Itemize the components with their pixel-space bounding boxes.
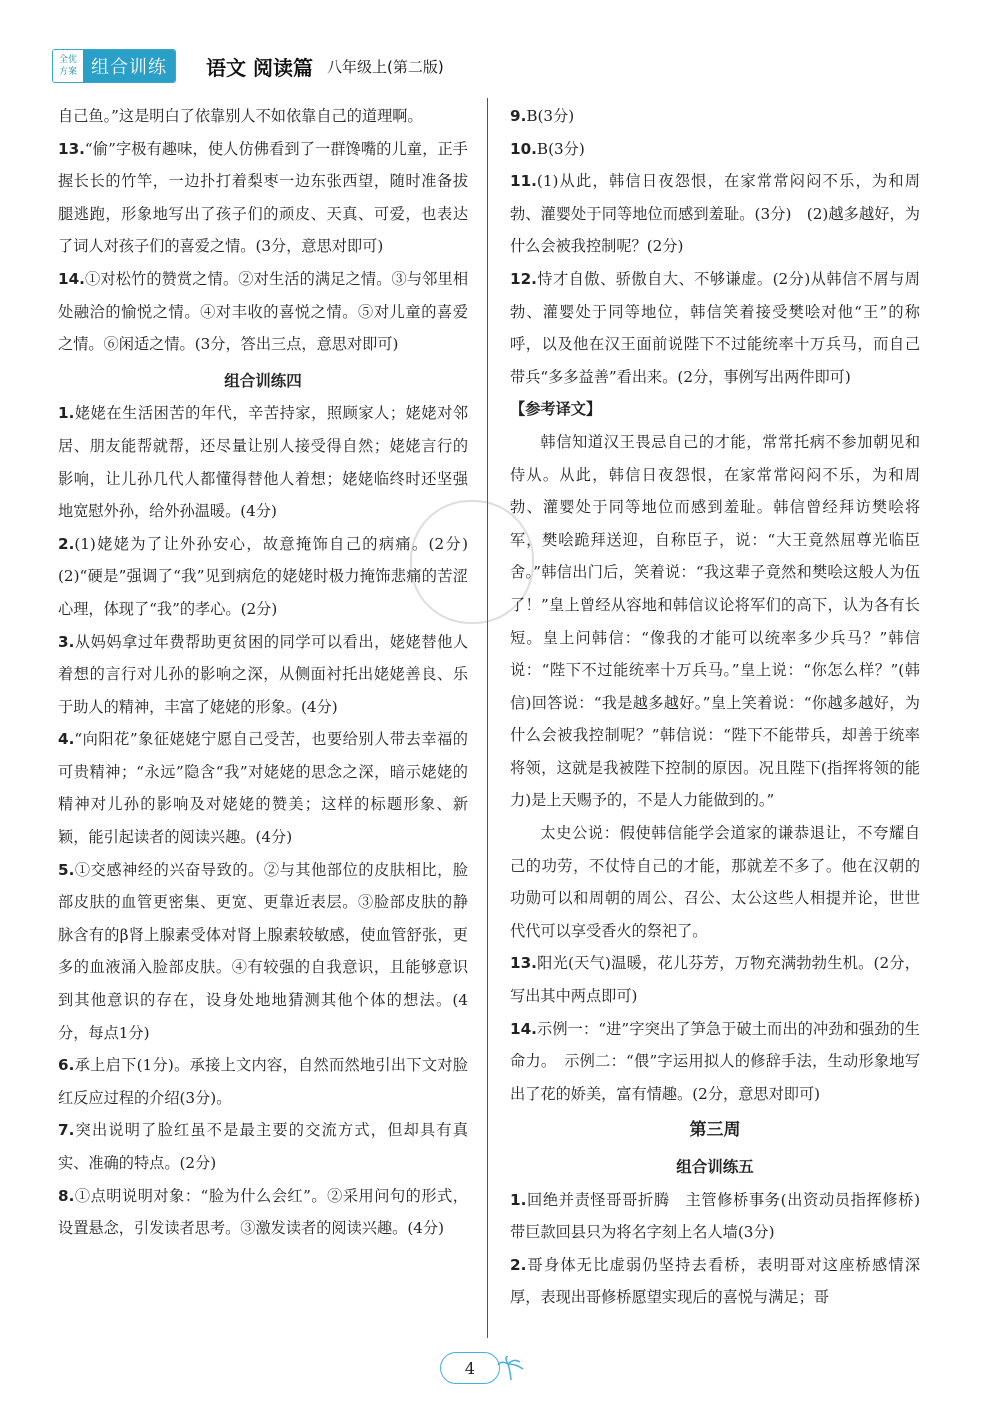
answer-text: 回绝并责怪哥哥折腾 主管修桥事务(出资动员指挥修桥) 带巨款回县只为将名字刻上名人墙(3分) bbox=[510, 1190, 936, 1242]
logo-title: 组合训练 bbox=[83, 50, 175, 82]
answer-text: 恃才自傲、骄傲自大、不够谦虚。(2分)从韩信不屑与周勃、灌婴处于同等地位，韩信笑着接受樊哙对他“王”的称呼，以及他在汉王面前说陛下不过能统率十万兵马，而自己带兵“多多益善”看出来。(2分，事例写出两件即可) bbox=[510, 269, 920, 386]
right-answer-item bbox=[510, 165, 920, 263]
question-number: 3. bbox=[58, 632, 75, 651]
right-answer-item bbox=[510, 1184, 936, 1249]
answer-text: 从妈妈拿过年费帮助更贫困的同学可以看出，姥姥替他人着想的言行对儿孙的影响之深，从侧面衬托出姥姥善良、乐于助人的精神，丰富了姥姥的形象。(4分) bbox=[58, 632, 468, 716]
answer-text: 姥姥在生活困苦的年代，辛苦持家，照顾家人；姥姥对邻居、朋友能帮就帮，还尽量让别人接受得自然；姥姥言行的影响，让儿孙几代人都懂得替他人着想；姥姥临终时还坚强地宽慰外孙，给外孙温暖。(4分) bbox=[58, 404, 468, 521]
answer-text: 阳光(天气)温暖，花儿芬芳，万物充满勃勃生机。(2分，写出其中两点即可) bbox=[510, 954, 920, 1006]
left-answer-item bbox=[58, 854, 468, 1050]
logo-tag-line-1: 全优 bbox=[58, 55, 77, 65]
question-number: 13. bbox=[58, 139, 85, 158]
answer-text: 哥身体无比虚弱仍坚持去看桥，表明哥对这座桥感情深厚，表现出哥修桥愿望实现后的喜悦与满足；哥 bbox=[510, 1255, 920, 1307]
section-heading: 组合训练五 bbox=[676, 1158, 754, 1176]
answer-text: ①对松竹的赞赏之情。②对生活的满足之情。③与邻里相处融洽的愉悦之情。④对丰收的喜悦之情。⑤对儿童的喜爱之情。⑥闲适之情。(3分，答出三点，意思对即可) bbox=[58, 269, 468, 354]
left-answer-item bbox=[58, 397, 468, 527]
question-number: 14. bbox=[510, 1019, 537, 1038]
question-number: 14. bbox=[58, 269, 85, 288]
answer-text: “偷”字极有趣味，使人仿佛看到了一群馋嘴的儿童，正手握长长的竹竿，一边扑打着梨枣一边东张西望，随时准备拔腿逃跑，形象地写出了孩子们的顽皮、天真、可爱，也表达了词人对孩子们的喜爱之情。(3分，意思对即可) bbox=[58, 139, 468, 256]
page-header bbox=[52, 46, 444, 86]
right-answer-item bbox=[510, 1249, 920, 1314]
question-number: 10. bbox=[510, 139, 537, 158]
logo-tag bbox=[53, 50, 83, 82]
reference-translation-label: 【参考译文】 bbox=[510, 400, 602, 419]
left-answer-item bbox=[58, 626, 468, 724]
book-grade: 八年级上(第二版) bbox=[326, 57, 444, 76]
answer-text: (1)姥姥为了让外孙安心，故意掩饰自己的病痛。(2分) (2)“硬是”强调了“我”见到病危的姥姥时极力掩饰悲痛的苦涩心理，体现了“我”的孝心。(2分) bbox=[58, 534, 484, 618]
page-footer bbox=[440, 1352, 530, 1392]
question-number: 7. bbox=[58, 1121, 75, 1140]
left-answer-item bbox=[58, 723, 468, 853]
question-number: 1. bbox=[510, 1190, 527, 1209]
right-column bbox=[510, 100, 936, 1314]
answer-text: “向阳花”象征姥姥宁愿自己受苦，也要给别人带去幸福的可贵精神；“永远”隐含“我”对姥姥的思念之深，暗示姥姥的精神对儿孙的影响及对姥姥的赞美；这样的标题形象、新颖，能引起读者的阅读兴趣。(4分) bbox=[58, 730, 468, 847]
question-number: 6. bbox=[58, 1056, 75, 1075]
week-heading: 第三周 bbox=[689, 1120, 741, 1141]
question-number: 13. bbox=[510, 954, 537, 973]
answer-text: B(3分) bbox=[526, 107, 575, 125]
left-answer-item bbox=[58, 263, 468, 361]
translation-paragraph: 韩信知道汉王畏忌自己的才能，常常托病不参加朝见和侍从。从此，韩信日夜怨恨，在家常常闷闷不乐，为和周勃、灌婴处于同等地位而感到羞耻。韩信曾经拜访樊哙将军，樊哙跪拜送迎，自称臣子，说：“大王竟然屈尊光临臣舍。”韩信出门后，笑着说：“我这辈子竟然和樊哙这般人为伍了！”皇上曾经从容地和韩信议论将军们的高下，认为各有长短。皇上问韩信：“像我的才能可以统率多少兵马？”韩信说：“陛下不过能统率十万兵马。”皇上说：“你怎么样？”(韩信)回答说：“我是越多越好。”皇上笑着说：“你越多越好，为什么会被我控制呢？”韩信说：“陛下不能带兵，却善于统率将领，这就是我被陛下控制的原因。况且陛下(指挥将领的能力)是上天赐予的，不是人力能做到的。” bbox=[510, 432, 920, 810]
palm-decoration-icon bbox=[496, 1356, 526, 1382]
answer-text: ①点明说明对象：“脸为什么会红”。②采用问句的形式，设置悬念，引发读者思考。③激发读者的阅读兴趣。(4分) bbox=[58, 1186, 468, 1238]
question-number: 9. bbox=[510, 107, 527, 125]
question-number: 1. bbox=[58, 404, 75, 423]
right-answer-item bbox=[510, 100, 920, 133]
series-logo bbox=[52, 49, 176, 83]
answer-text: 突出说明了脸红虽不是最主要的交流方式，但却具有真实、准确的特点。(2分) bbox=[58, 1121, 468, 1172]
right-answer-item bbox=[510, 947, 920, 1012]
translation-paragraph: 太史公说：假使韩信能学会道家的谦恭退让，不夸耀自己的功劳，不仗恃自己的才能，那就差不多了。他在汉朝的功勋可以和周朝的周公、召公、太公这些人相提并论，世世代代可以享受香火的祭祀了。 bbox=[510, 824, 920, 940]
answer-text: 示例一：“进”字突出了笋急于破土而出的冲劲和强劲的生命力。 示例二：“偎”字运用拟人的修辞手法，生动形象地写出了花的娇美，富有情趣。(2分，意思对即可) bbox=[510, 1019, 920, 1103]
left-paragraph: 自己鱼。”这是明白了依靠别人不如依靠自己的道理啊。 bbox=[58, 107, 423, 125]
page-number: 4 bbox=[440, 1352, 500, 1384]
left-answer-item bbox=[58, 1180, 468, 1245]
left-answer-item bbox=[58, 133, 468, 263]
question-number: 11. bbox=[510, 172, 537, 191]
answer-text: ①交感神经的兴奋导致的。②与其他部位的皮肤相比，脸部皮肤的血管更密集、更宽、更靠近表层。③脸部皮肤的静脉含有的β肾上腺素受体对肾上腺素较敏感，使血管舒张，更多的血液涌入脸部皮肤。④有较强的自我意识，且能够意识到其他意识的存在，设身处地地猜测其他个体的想法。(4分，每点1分) bbox=[58, 860, 468, 1042]
answer-text: 承上启下(1分)。承接上文内容，自然而然地引出下文对脸红反应过程的介绍(3分)。 bbox=[58, 1056, 468, 1107]
left-answer-item bbox=[58, 528, 484, 626]
column-divider bbox=[487, 98, 488, 1338]
left-answer-item bbox=[58, 1114, 468, 1179]
left-column bbox=[58, 100, 484, 1245]
right-answer-item bbox=[510, 133, 920, 166]
question-number: 4. bbox=[58, 730, 75, 749]
right-answer-item bbox=[510, 1013, 920, 1111]
right-answer-item bbox=[510, 263, 920, 393]
question-number: 2. bbox=[510, 1255, 527, 1274]
book-title: 语文 阅读篇 bbox=[206, 55, 313, 80]
section-heading: 组合训练四 bbox=[224, 371, 302, 390]
question-number: 12. bbox=[510, 269, 537, 288]
question-number: 5. bbox=[58, 860, 75, 879]
left-answer-item bbox=[58, 1049, 468, 1114]
logo-tag-line-2: 方案 bbox=[58, 67, 77, 77]
answer-text: (1)从此，韩信日夜怨恨，在家常常闷闷不乐，为和周勃、灌婴处于同等地位而感到羞耻。(3分) (2)越多越好，为什么会被我控制呢？(2分) bbox=[510, 172, 920, 256]
question-number: 8. bbox=[58, 1186, 75, 1205]
question-number: 2. bbox=[58, 534, 75, 553]
answer-text: B(3分) bbox=[536, 139, 585, 158]
